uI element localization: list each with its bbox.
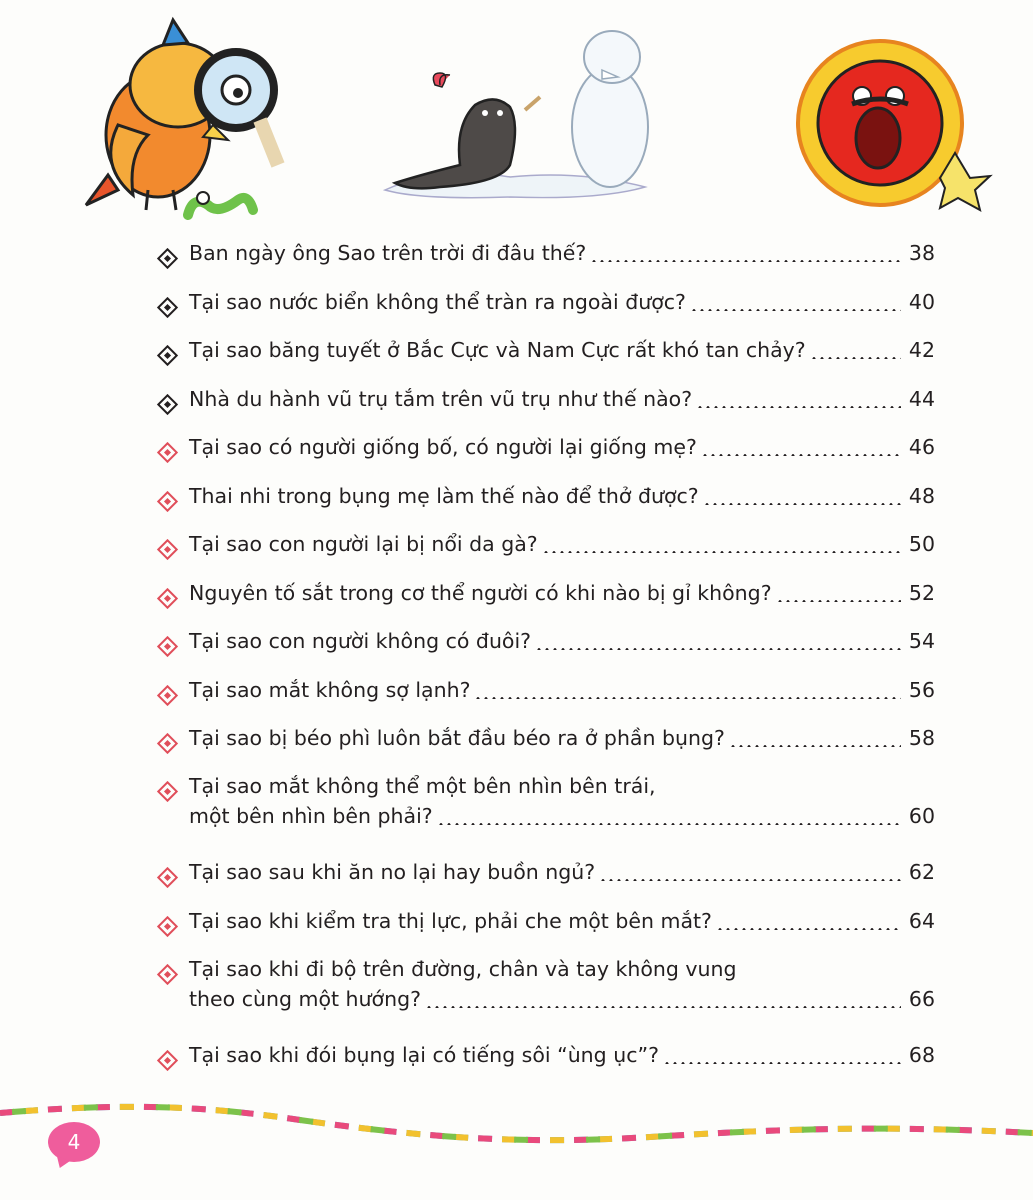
toc-entry[interactable] [160,384,935,433]
toc-entry-page: 40 [908,289,935,314]
toc-entry-title: Tại sao khi đi bộ trên đường, chân và tay không vung [189,956,737,981]
toc-entry-title: Tại sao băng tuyết ở Bắc Cực và Nam Cực rất khó tan chảy? [189,338,806,362]
dot-leader [599,879,901,881]
toc-entry-page: 58 [908,726,935,750]
toc-entry-page: 66 [908,986,935,1011]
toc-entry-title: Nhà du hành vũ trụ tắm trên vũ trụ như thế nào? [189,386,693,411]
toc-entry-title: Tại sao sau khi ăn no lại hay buồn ngủ? [189,860,596,884]
dot-leader [729,745,901,747]
toc-entry-page: 38 [908,241,935,265]
diamond-bullet-icon [157,296,178,317]
toc-entry[interactable] [160,287,935,336]
toc-entry[interactable] [160,723,935,761]
toc-entry-title: Tại sao khi kiểm tra thị lực, phải che một bên mắt? [189,908,712,933]
seal-snowman-illustration [380,15,650,200]
toc-entry-page: 42 [908,338,935,362]
toc-entry-title-line2: theo cùng một hướng? [189,986,421,1011]
diamond-bullet-icon [157,539,178,560]
toc-entry[interactable] [160,626,935,675]
toc-entry-title: Thai nhi trong bụng mẹ làm thế nào để thở được? [189,483,699,508]
toc-entry[interactable] [160,238,935,287]
diamond-bullet-icon [157,345,178,366]
diamond-bullet-icon [157,867,178,888]
dot-leader [542,551,901,553]
toc-entry[interactable] [160,481,935,530]
dot-leader [425,1006,901,1008]
toc-entry[interactable] [160,906,935,944]
diamond-bullet-icon [157,587,178,608]
toc-entry-page: 64 [908,908,935,933]
dot-leader [535,648,901,650]
diamond-bullet-icon [157,733,178,754]
toc-entry-page: 54 [908,629,935,653]
rainbow-dashed-wave [0,1085,1033,1169]
toc-entry[interactable] [160,529,935,578]
toc-entry-page: 46 [908,435,935,459]
toc-entry[interactable] [160,578,935,627]
diamond-bullet-icon [157,684,178,705]
toc-entry[interactable] [160,1040,935,1089]
toc-entry-page: 62 [908,860,935,884]
toc-entry[interactable] [160,335,935,384]
toc-entry-title: Tại sao bị béo phì luôn bắt đầu béo ra ở phần bụng? [189,726,725,750]
toc-entry-page: 50 [908,532,935,556]
toc-entry[interactable] [160,761,935,857]
diamond-bullet-icon [157,442,178,463]
toc-entry[interactable] [160,857,935,906]
dot-leader [716,928,901,930]
table-of-contents [160,238,935,1088]
toc-entry-page: 60 [908,804,935,828]
page-number-badge: 4 [48,1122,100,1162]
diamond-bullet-icon [157,963,178,984]
toc-entry-title: Ban ngày ông Sao trên trời đi đâu thế? [189,241,587,265]
toc-entry[interactable] [160,944,935,1040]
dot-leader [703,503,901,505]
toc-entry-title: Tại sao nước biển không thể tràn ra ngoài được? [189,289,686,314]
owl-illustration [78,15,288,225]
toc-entry-title-line2: một bên nhìn bên phải? [189,804,433,828]
dot-leader [810,357,901,359]
toc-entry-page: 48 [908,483,935,508]
toc-entry-page: 52 [908,580,935,605]
toc-entry-title: Tại sao mắt không thể một bên nhìn bên trái, [189,774,656,798]
toc-entry-title: Tại sao có người giống bố, có người lại giống mẹ? [189,435,697,459]
dot-leader [474,697,900,699]
toc-entry-page: 68 [908,1042,935,1067]
toc-entry-title: Tại sao con người lại bị nổi da gà? [189,532,538,556]
diamond-bullet-icon [157,490,178,511]
toc-entry-title: Tại sao mắt không sợ lạnh? [189,677,471,702]
toc-entry-title: Tại sao khi đói bụng lại có tiếng sôi “ùng ục”? [189,1042,659,1067]
toc-entry-title: Nguyên tố sắt trong cơ thể người có khi nào bị gỉ không? [189,580,772,605]
toc-entry[interactable] [160,432,935,481]
toc-entry-page: 56 [908,677,935,702]
diamond-bullet-icon [157,915,178,936]
toc-entry-title: Tại sao con người không có đuôi? [189,629,532,653]
dot-leader [437,823,901,825]
dot-leader [696,406,901,408]
diamond-bullet-icon [157,781,178,802]
dot-leader [776,600,901,602]
dot-leader [590,260,901,262]
sun-illustration [790,38,1005,213]
dot-leader [690,309,901,311]
toc-entry-page: 44 [908,386,935,411]
diamond-bullet-icon [157,393,178,414]
dot-leader [701,454,901,456]
toc-entry[interactable] [160,675,935,724]
diamond-bullet-icon [157,1049,178,1070]
dot-leader [663,1062,901,1064]
diamond-bullet-icon [157,248,178,269]
diamond-bullet-icon [157,636,178,657]
